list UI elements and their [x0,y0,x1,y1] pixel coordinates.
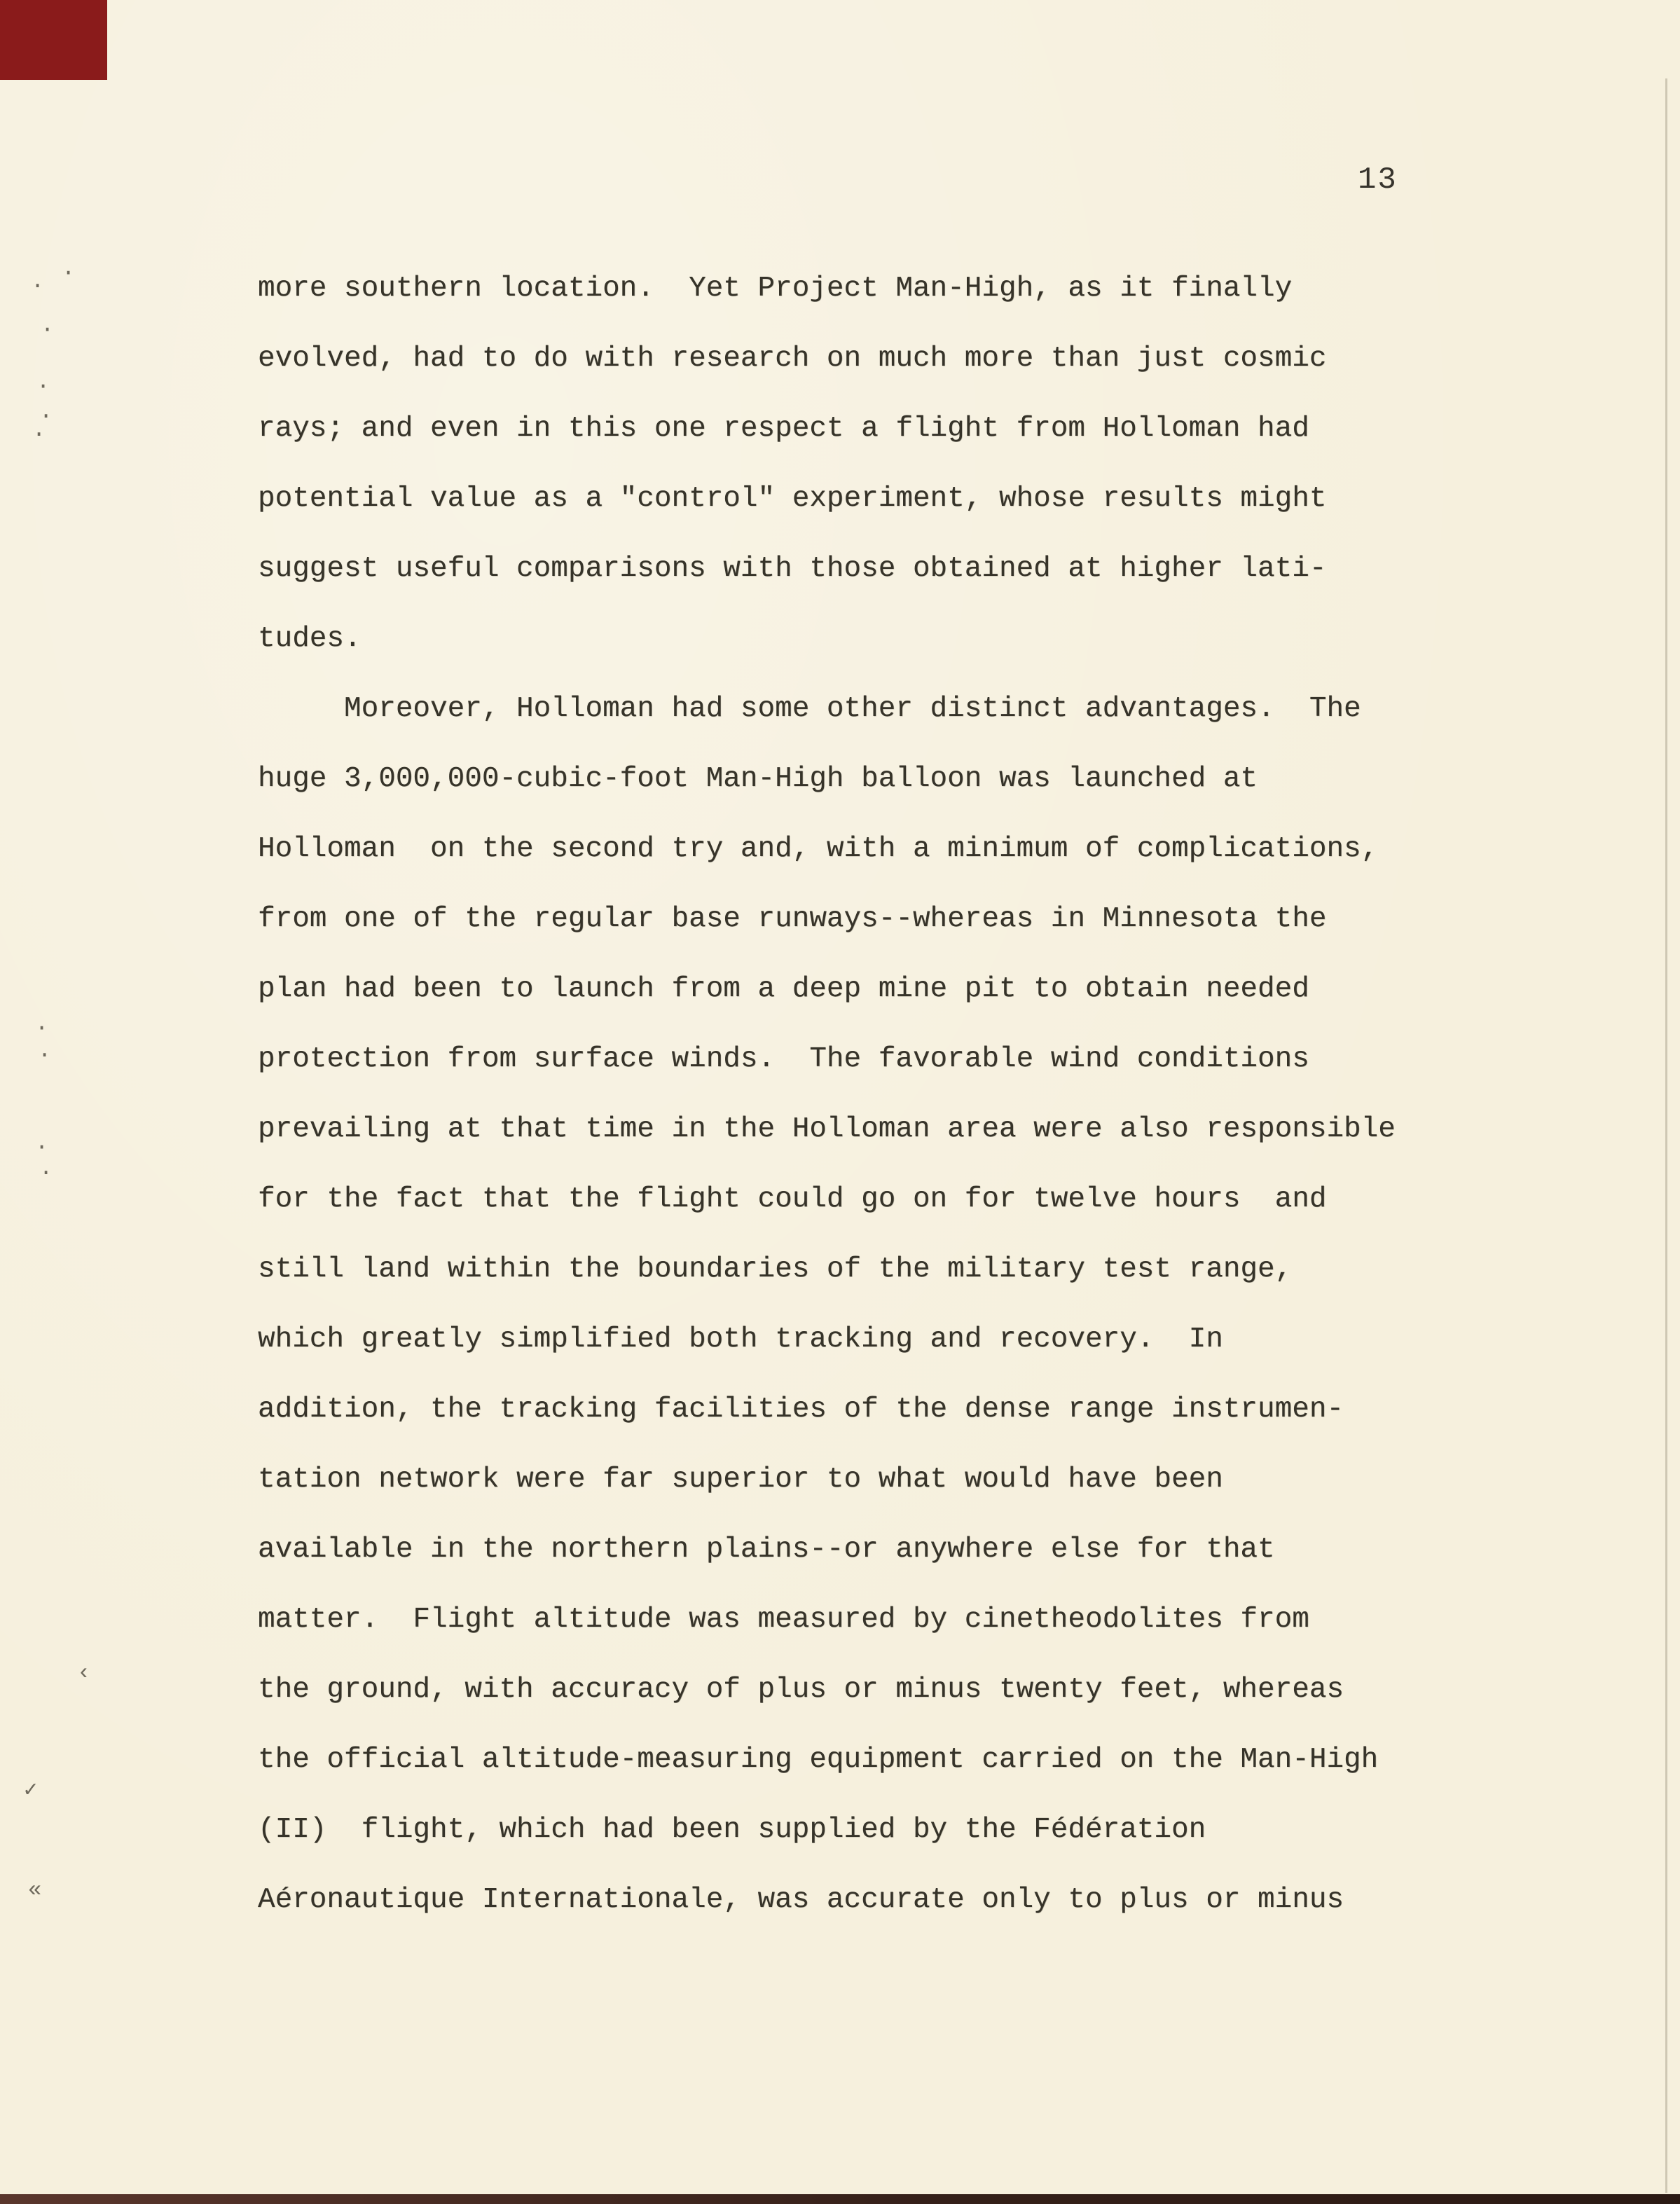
text-line: for the fact that the flight could go on for twelve hours and [258,1183,1327,1215]
text-block [258,254,1449,1935]
pencil-mark: · [41,317,55,343]
text-line: suggest useful comparisons with those obtained at higher lati- [258,553,1327,585]
pencil-mark: « [28,1877,42,1903]
pencil-mark: ‹ [77,1660,91,1686]
text-line: tation network were far superior to what would have been [258,1463,1223,1496]
text-line: Moreover, Holloman had some other distinct advantages. The [344,693,1361,725]
text-line: the official altitude-measuring equipment carried on the Man-High [258,1744,1379,1776]
text-line: addition, the tracking facilities of the dense range instrumen- [258,1393,1344,1426]
pencil-mark: . [39,1155,53,1181]
pencil-mark: · [35,1015,49,1041]
text-line: rays; and even in this one respect a flight from Holloman had [258,413,1309,445]
text-line: prevailing at that time in the Holloman area were also responsible [258,1113,1396,1145]
text-line: protection from surface winds. The favorable wind conditions [258,1043,1309,1075]
pencil-mark: · [35,1134,49,1160]
text-line: evolved, had to do with research on much more than just cosmic [258,343,1327,375]
page-number: 13 [1358,163,1398,198]
text-line: from one of the regular base runways--whereas in Minnesota the [258,903,1327,935]
text-line: plan had been to launch from a deep mine pit to obtain needed [258,973,1309,1005]
text-line: which greatly simplified both tracking and recovery. In [258,1323,1223,1356]
pencil-mark: ✓ [24,1777,38,1803]
pencil-mark: . [39,399,53,425]
pencil-mark: · [62,260,76,286]
scan-red-corner [0,0,107,80]
text-line: Aéronautique Internationale, was accurate only to plus or minus [258,1884,1344,1916]
text-line: more southern location. Yet Project Man-High, as it finally [258,273,1293,305]
text-line: potential value as a "control" experiment, whose results might [258,483,1327,515]
text-line: (II) flight, which had been supplied by the Fédération [258,1814,1206,1846]
scan-edge-line [1665,78,1667,2193]
pencil-mark: . [32,417,46,443]
text-line: available in the northern plains--or anywhere else for that [258,1534,1275,1566]
text-line: Holloman on the second try and, with a minimum of complications, [258,833,1379,865]
text-line: the ground, with accuracy of plus or minus twenty feet, whereas [258,1674,1344,1706]
text-line: huge 3,000,000-cubic-foot Man-High balloon was launched at [258,763,1258,795]
text-line: still land within the boundaries of the military test range, [258,1253,1293,1286]
pencil-mark: . [31,268,45,294]
pencil-mark: · [36,373,50,399]
text-line: matter. Flight altitude was measured by cinetheodolites from [258,1604,1309,1636]
pencil-mark: . [38,1038,52,1063]
scan-bottom-strip [0,2194,1680,2204]
text-line: tudes. [258,623,362,655]
